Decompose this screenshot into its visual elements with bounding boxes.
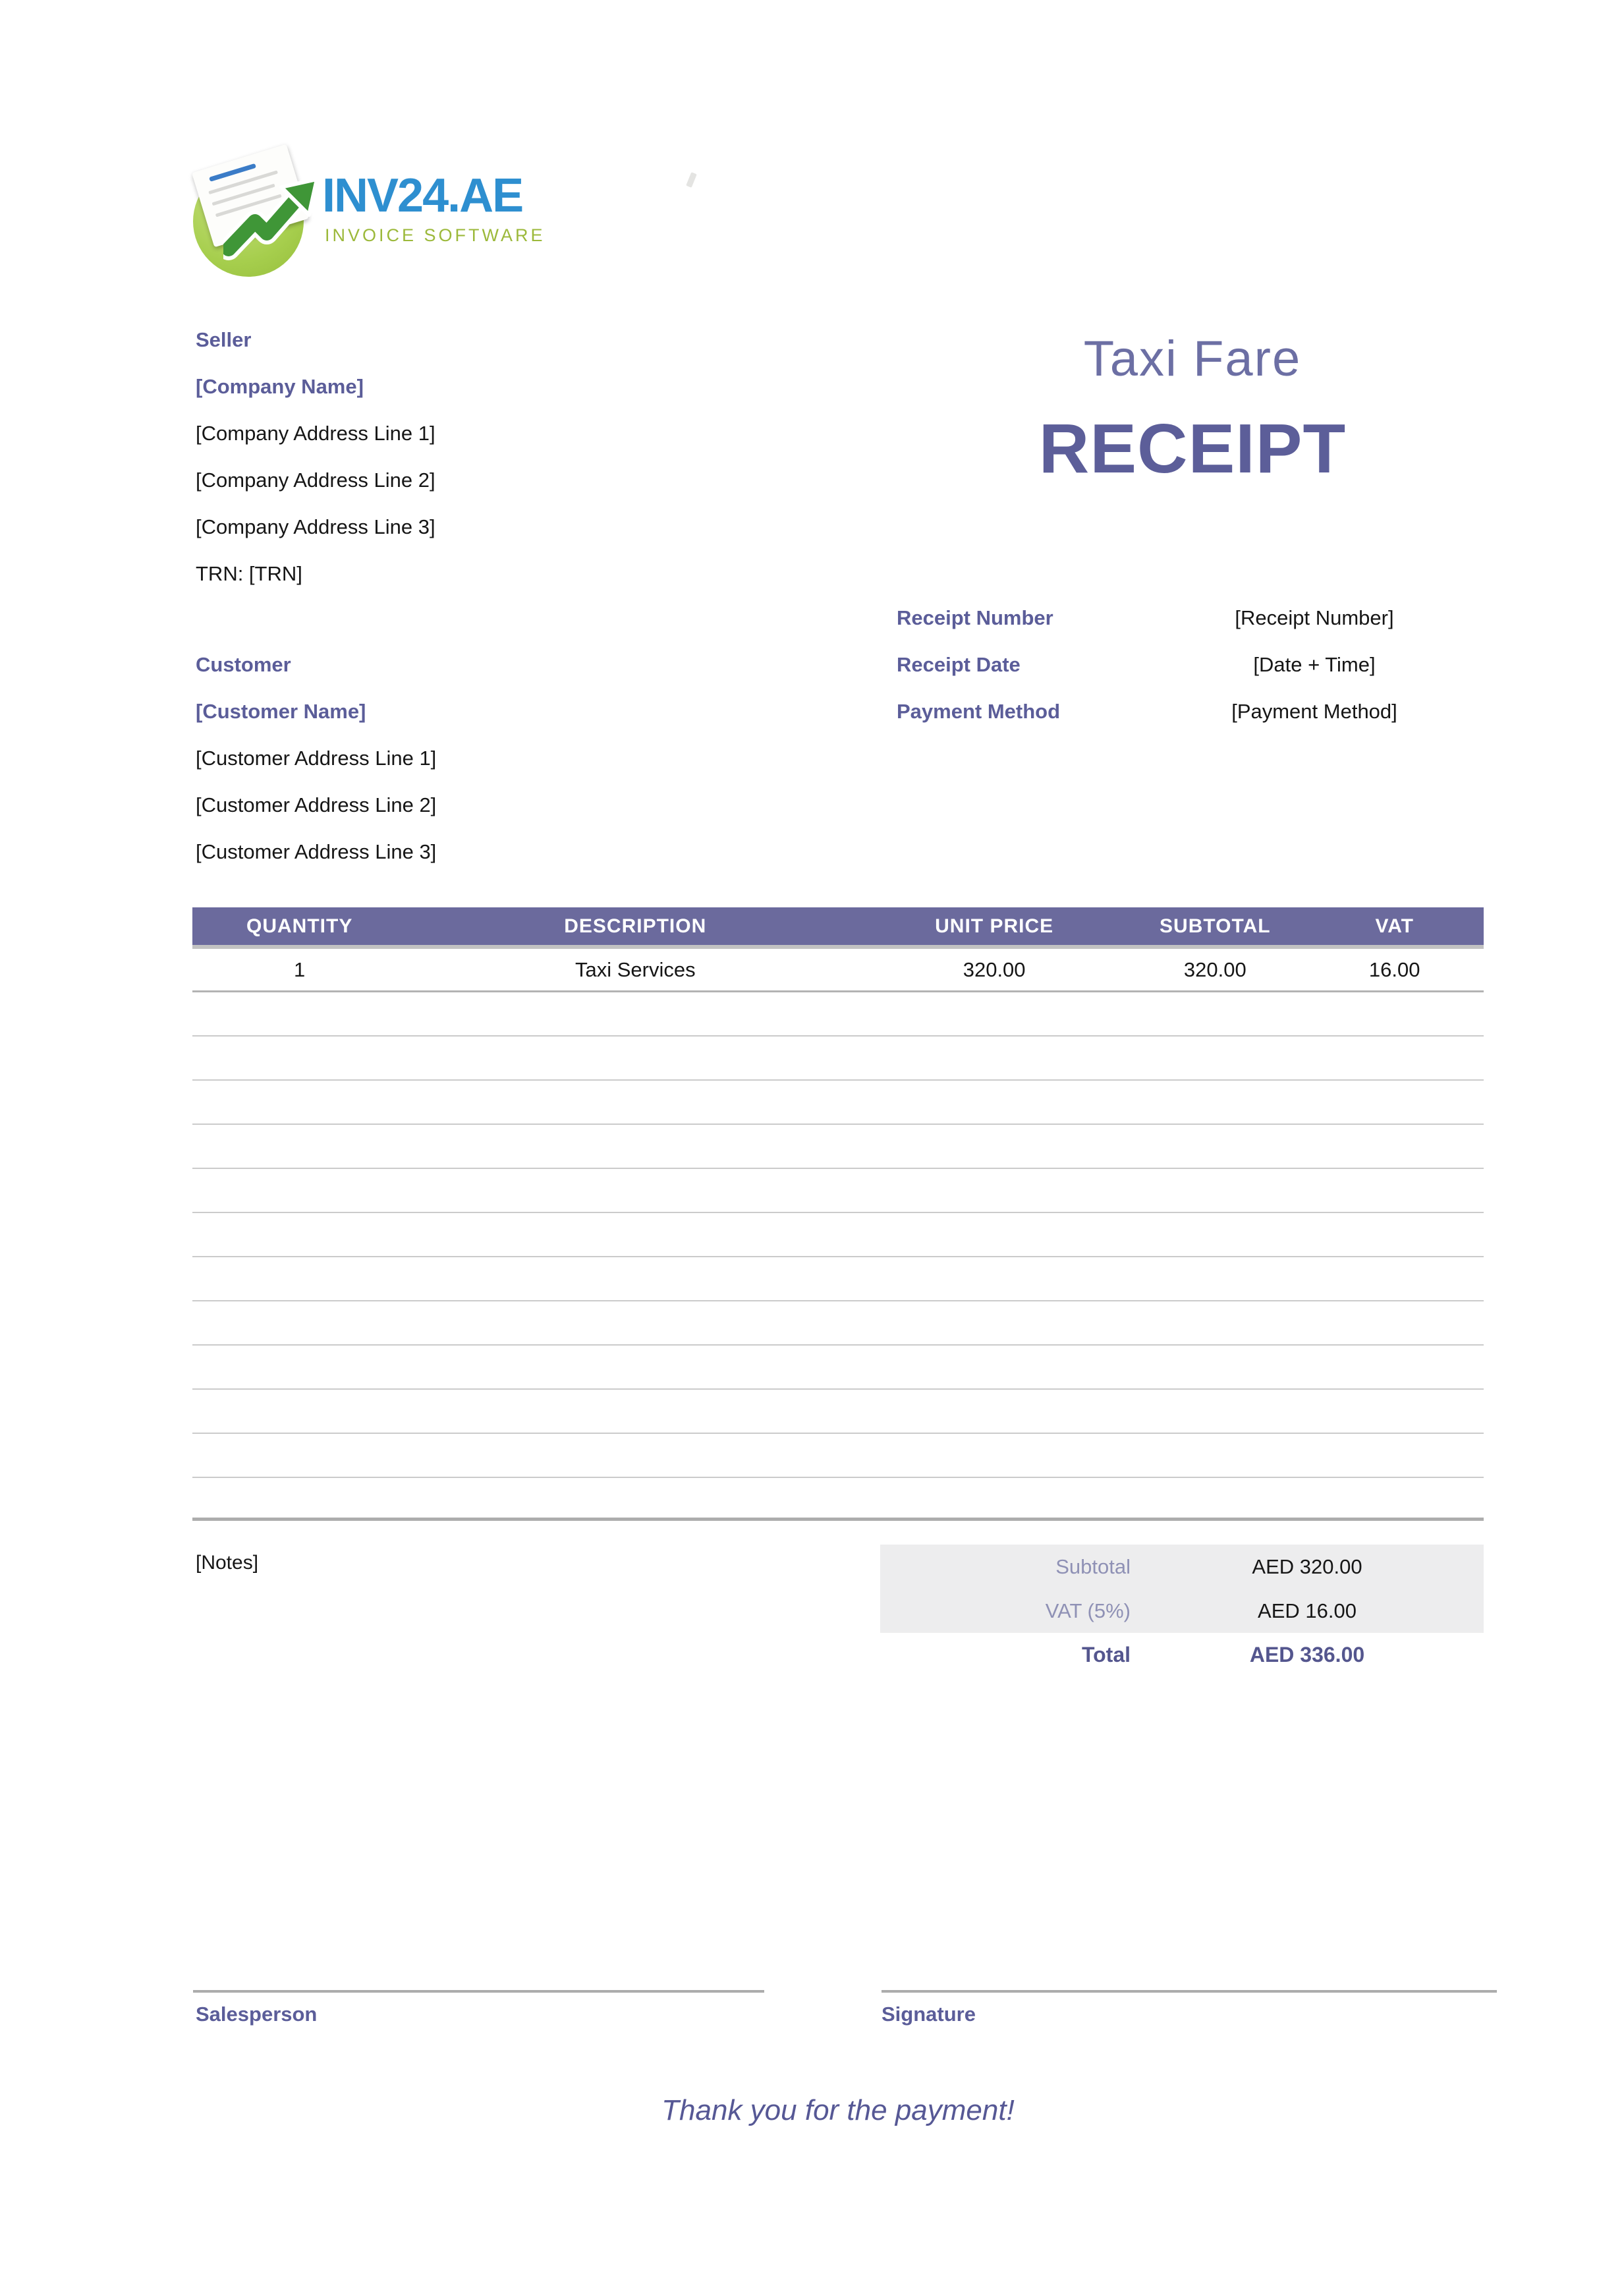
receipt-info-section <box>897 594 1490 735</box>
seller-address-line-3: [Company Address Line 3] <box>196 515 435 538</box>
totals-box <box>880 1545 1484 1633</box>
signature-label: Signature <box>882 2003 976 2026</box>
table-row-empty <box>192 992 1484 1037</box>
title-subtitle: Taxi Fare <box>1083 331 1302 387</box>
col-header-vat: VAT <box>1375 915 1414 937</box>
table-row-empty <box>192 1257 1484 1301</box>
table-row-empty <box>192 1434 1484 1478</box>
subtotal-row <box>880 1545 1484 1589</box>
customer-address-line-1: [Customer Address Line 1] <box>196 747 437 770</box>
receipt-number-row <box>897 594 1490 641</box>
salesperson-signature-line <box>193 1990 764 1993</box>
payment-method-row <box>897 688 1490 735</box>
seller-address-line-1: [Company Address Line 1] <box>196 422 435 445</box>
seller-company-name: [Company Name] <box>196 375 364 398</box>
item-quantity: 1 <box>294 957 306 981</box>
table-row-empty <box>192 1346 1484 1390</box>
logo-brand-text: INV24.AE <box>322 169 523 222</box>
grand-total-value: AED 336.00 <box>1249 1643 1365 1666</box>
item-description: Taxi Services <box>574 957 696 981</box>
vat-value: AED 16.00 <box>1258 1599 1357 1622</box>
col-header-subtotal: SUBTOTAL <box>1160 915 1271 937</box>
table-row-empty <box>192 1125 1484 1169</box>
logo-tagline-text: INVOICE SOFTWARE <box>325 225 546 245</box>
company-logo <box>193 157 694 279</box>
logo-trademark-tick <box>686 172 697 188</box>
seller-trn: TRN: [TRN] <box>196 562 302 585</box>
item-vat: 16.00 <box>1368 957 1420 981</box>
receipt-number-value: [Receipt Number] <box>1235 606 1394 629</box>
seller-heading: Seller <box>196 328 252 351</box>
seller-section <box>196 316 435 597</box>
payment-method-value: [Payment Method] <box>1231 700 1397 723</box>
salesperson-label: Salesperson <box>196 2003 318 2026</box>
grand-total-row <box>880 1633 1484 1677</box>
growth-arrow-icon <box>223 175 322 261</box>
seller-address-line-2: [Company Address Line 2] <box>196 469 435 492</box>
table-row-empty <box>192 1478 1484 1521</box>
customer-address-line-2: [Customer Address Line 2] <box>196 793 437 816</box>
subtotal-label: Subtotal <box>1055 1554 1131 1578</box>
col-header-unit-price: UNIT PRICE <box>935 915 1054 937</box>
table-row-empty <box>192 1081 1484 1125</box>
customer-heading: Customer <box>196 653 291 676</box>
line-items-table <box>192 907 1484 1521</box>
thank-you-message: Thank you for the payment! <box>661 2094 1015 2126</box>
receipt-date-label: Receipt Date <box>897 653 1021 676</box>
col-header-quantity: QUANTITY <box>246 915 353 937</box>
title-main: RECEIPT <box>1038 410 1347 488</box>
vat-label: VAT (5%) <box>1045 1599 1131 1622</box>
payment-method-label: Payment Method <box>897 700 1061 723</box>
table-row-empty <box>192 1169 1484 1213</box>
item-subtotal: 320.00 <box>1183 957 1246 981</box>
document-title <box>909 333 1476 486</box>
receipt-date-row <box>897 641 1490 688</box>
customer-name: [Customer Name] <box>196 700 366 723</box>
grand-total-label: Total <box>1081 1643 1131 1666</box>
vat-row <box>880 1589 1484 1633</box>
item-unit-price: 320.00 <box>963 957 1026 981</box>
signature-line <box>882 1990 1497 1993</box>
notes-placeholder: [Notes] <box>196 1552 259 1574</box>
customer-address-line-3: [Customer Address Line 3] <box>196 840 437 863</box>
receipt-date-value: [Date + Time] <box>1253 653 1376 676</box>
table-row-empty <box>192 1390 1484 1434</box>
table-row-empty <box>192 1037 1484 1081</box>
table-header-row <box>192 907 1484 949</box>
customer-section <box>196 641 436 875</box>
receipt-number-label: Receipt Number <box>897 606 1053 629</box>
col-header-description: DESCRIPTION <box>564 915 707 937</box>
table-row-empty <box>192 1301 1484 1346</box>
table-row-empty <box>192 1213 1484 1257</box>
subtotal-value: AED 320.00 <box>1252 1554 1362 1578</box>
table-row <box>192 949 1484 992</box>
